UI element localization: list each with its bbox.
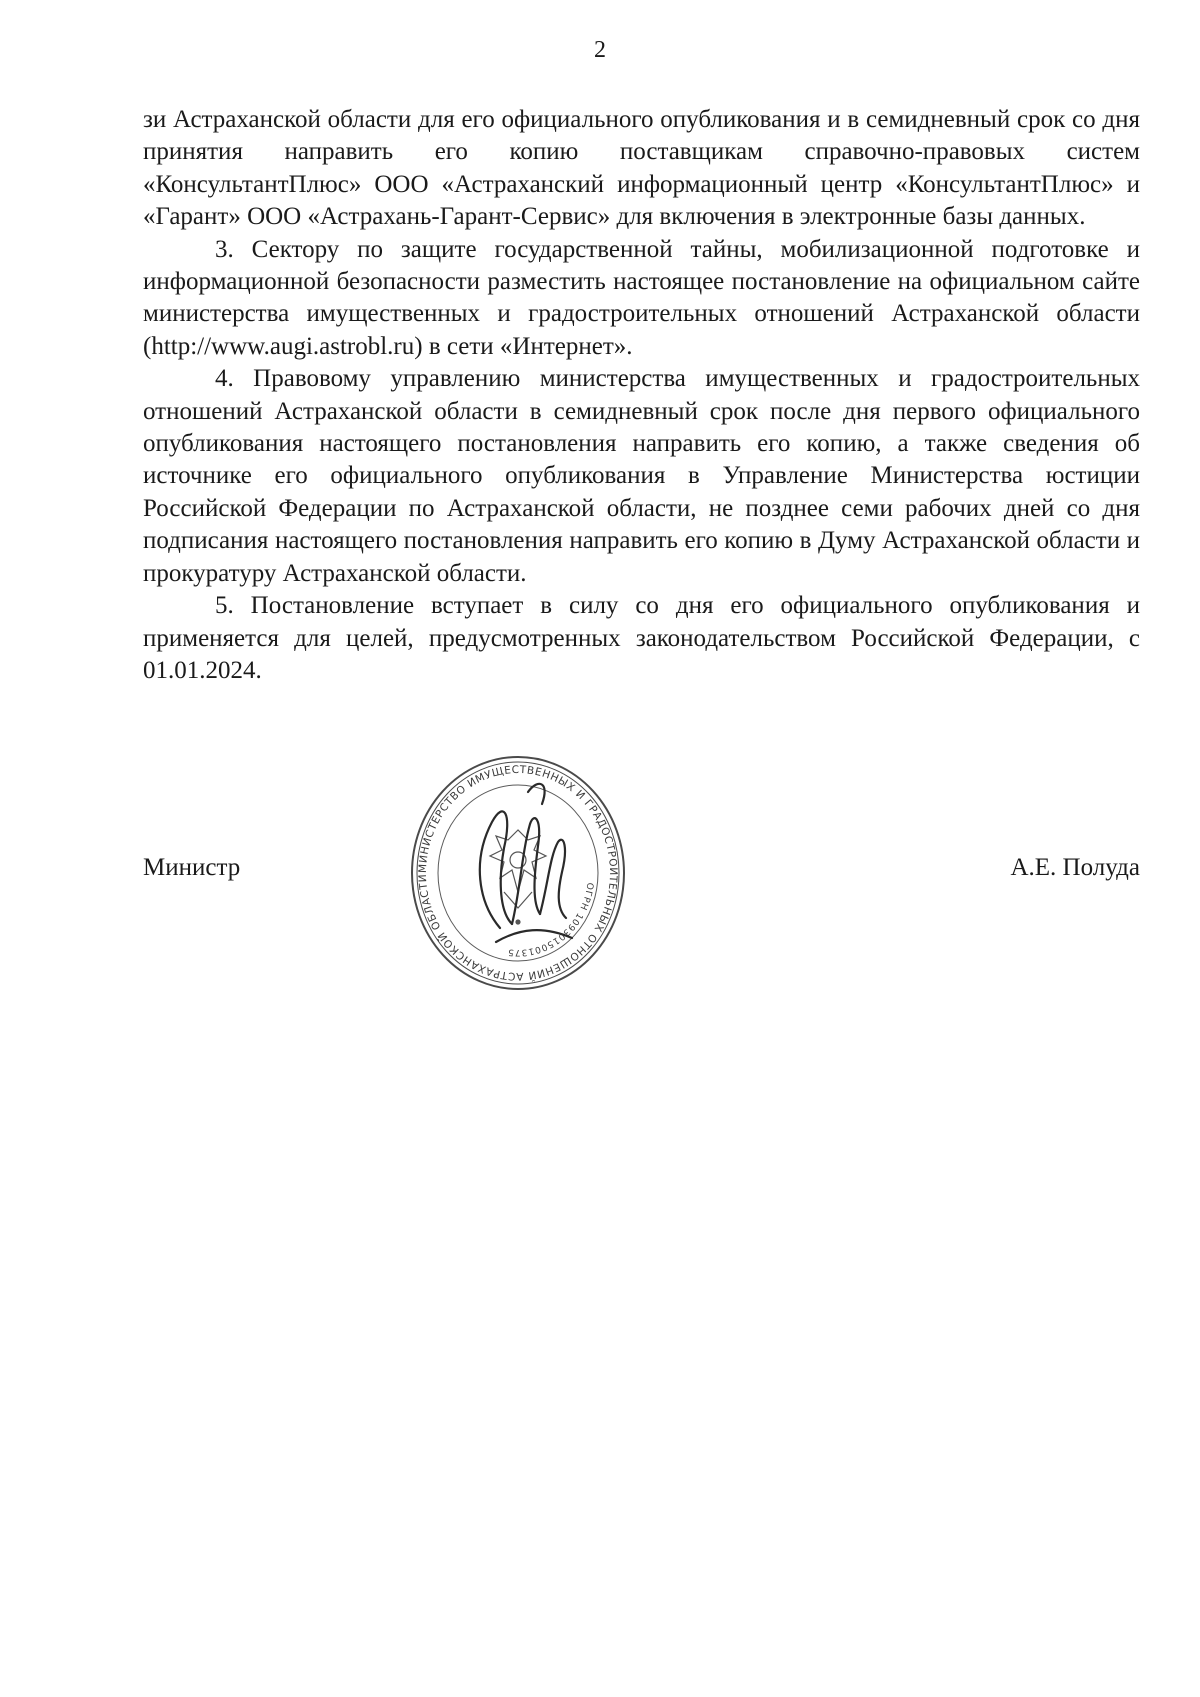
signer-name: А.Е. Полуда [1010,854,1140,881]
seal-stamp-icon [408,752,628,994]
official-seal [408,752,628,994]
paragraph-item-3: 3. Сектору по защите государственной тайны, мобилизационной подготовке и информационной безопасности разместить настоящее постановление на официальном сайте министерства имущественных и градостроительных отношений Астраханской области (http://www.augi.astrobl.ru) в сети «Интернет». [143,235,1140,360]
paragraph-continuation: зи Астраханской области для его официального опубликования и в семидневный срок со дня принятия направить его копию поставщикам справочно-правовых систем «КонсультантПлюс» ООО «Астраханский информационный центр «КонсультантПлюс» и «Гарант» ООО «Астрахань-Гарант-Сервис» для включения в электронные базы данных. [143,106,1140,231]
signature-block [143,852,1140,892]
signer-title: Министр [143,854,241,881]
seal-inner-text: ОГРН 1093015001375 [506,881,595,958]
seal-outer-text: МИНИСТЕРСТВО ИМУЩЕСТВЕННЫХ И ГРАДОСТРОИТЕЛЬНЫХ ОТНОШЕНИЙ АСТРАХАНСКОЙ ОБЛАСТИ [416,763,620,983]
paragraph-item-4: 4. Правовому управлению министерства имущественных и градостроительных отношений Астраханской области в семидневный срок после дня первого официального опубликования настоящего постановления направить его копию, а также сведения об источнике его официального опубликования в Управление Министерства юстиции Российской Федерации по Астраханской области, не позднее семи рабочих дней со дня подписания настоящего постановления направить его копию в Думу Астраханской области и прокуратуру Астраханской области. [143,365,1140,587]
page-number: 2 [594,37,606,63]
paragraph-item-5: 5. Постановление вступает в силу со дня его официального опубликования и применяется для целей, предусмотренных законодательством Российской Федерации, с 01.01.2024. [143,592,1140,684]
document-body [143,104,1140,687]
